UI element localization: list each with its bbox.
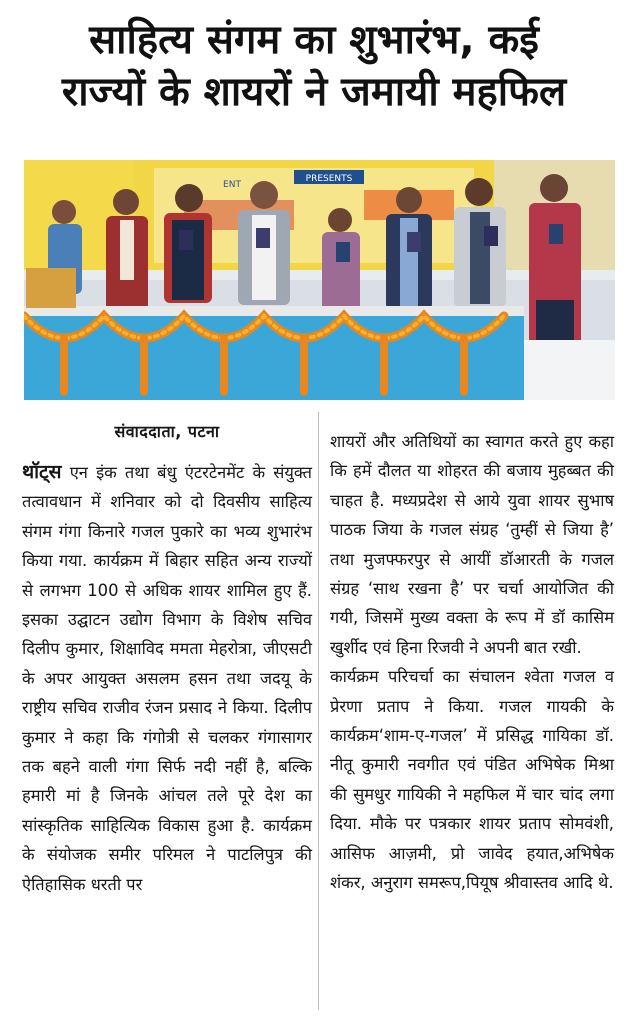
column-divider: [318, 412, 319, 1010]
banner-presents-text: PRESENTS: [305, 174, 353, 184]
byline: संवाददाता, पटना: [114, 422, 220, 441]
dateline: थॉट्स: [22, 461, 62, 483]
article-column-right: [330, 427, 614, 898]
right-body-text-1: शायरों और अतिथियों का स्वागत करते हुए कहा कि हमें दौलत या शोहरत की बजाय मुहब्बत की चाहत है. मध्यप्रदेश से आये युवा शायर सुभाष पाठक जिया के गजल संग्रह ‘तुम्हीं से जिया है’ तथा मुजफ्फरपुर से आयीं डॉआरती के गजल संग्रह ‘साथ रखना है’ पर चर्चा आयोजित की गयी, जिसमें मुख्य वक्ता के रूप में डॉ कासिम खुर्शीद एवं हिना रिजवी ने अपनी बात रखी.: [330, 432, 614, 657]
event-photo: [24, 160, 615, 400]
headline: [10, 14, 618, 118]
article-column-left: [22, 414, 312, 899]
article-paragraph-1: [22, 458, 312, 899]
right-body-text-2: कार्यक्रम परिचर्चा का संचालन श्वेता गजल व प्रेरणा प्रताप ने किया. गजल गायकी के कार्यक्रम‘शाम-ए-गजल’ में प्रसिद्ध गायिका डॉ. नीतू कुमारी नवगीत एवं पंडित अभिषेक मिश्रा की सुमधुर गायिकी ने महफिल में चार चांद लगा दिया. मौके पर पत्रकार शायर प्रताप सोमवंशी, आसिफ आज़मी, प्रो जावेद हयात,अभिषेक शंकर, अनुराग समरूप,पियूष श्रीवास्तव आदि थे.: [330, 667, 614, 893]
left-body-text: एन इंक तथा बंधु एंटरटेनमेंट के संयुक्त तत्वावधान में शनिवार को दो दिवसीय साहित्य संगम गंगा किनारे गजल पुकारे का भव्य शुभारंभ किया गया. कार्यक्रम में बिहार सहित अन्य राज्यों से लगभग 100 से अधिक शायर शामिल हुए हैं. इसका उद्घाटन उद्योग विभाग के विशेष सचिव दिलीप कुमार, शिक्षाविद ममता मेहरोत्रा, जीएसटी के अपर आयुक्त असलम हसन तथा जदयू के राष्ट्रीय सचिव राजीव रंजन प्रसाद ने किया. दिलीप कुमार ने कहा कि गंगोत्री से चलकर गंगासागर तक बहने वाली गंगा सिर्फ नदी नहीं है, बल्कि हमारी मां है जिनके आंचल तले पूरे देश का सांस्कृतिक साहित्यिक विकास हुआ है. कार्यक्रम के संयोजक समीर परिमल ने पाटलिपुत्र की ऐतिहासिक धरती पर: [22, 463, 312, 894]
headline-line-2: राज्यों के शायरों ने जमायी महफिल: [61, 69, 567, 115]
article-paragraph-2: [330, 427, 614, 898]
headline-line-1: साहित्य संगम का शुभारंभ, कई: [89, 17, 539, 63]
banner-brand-text: ENT: [223, 180, 241, 190]
